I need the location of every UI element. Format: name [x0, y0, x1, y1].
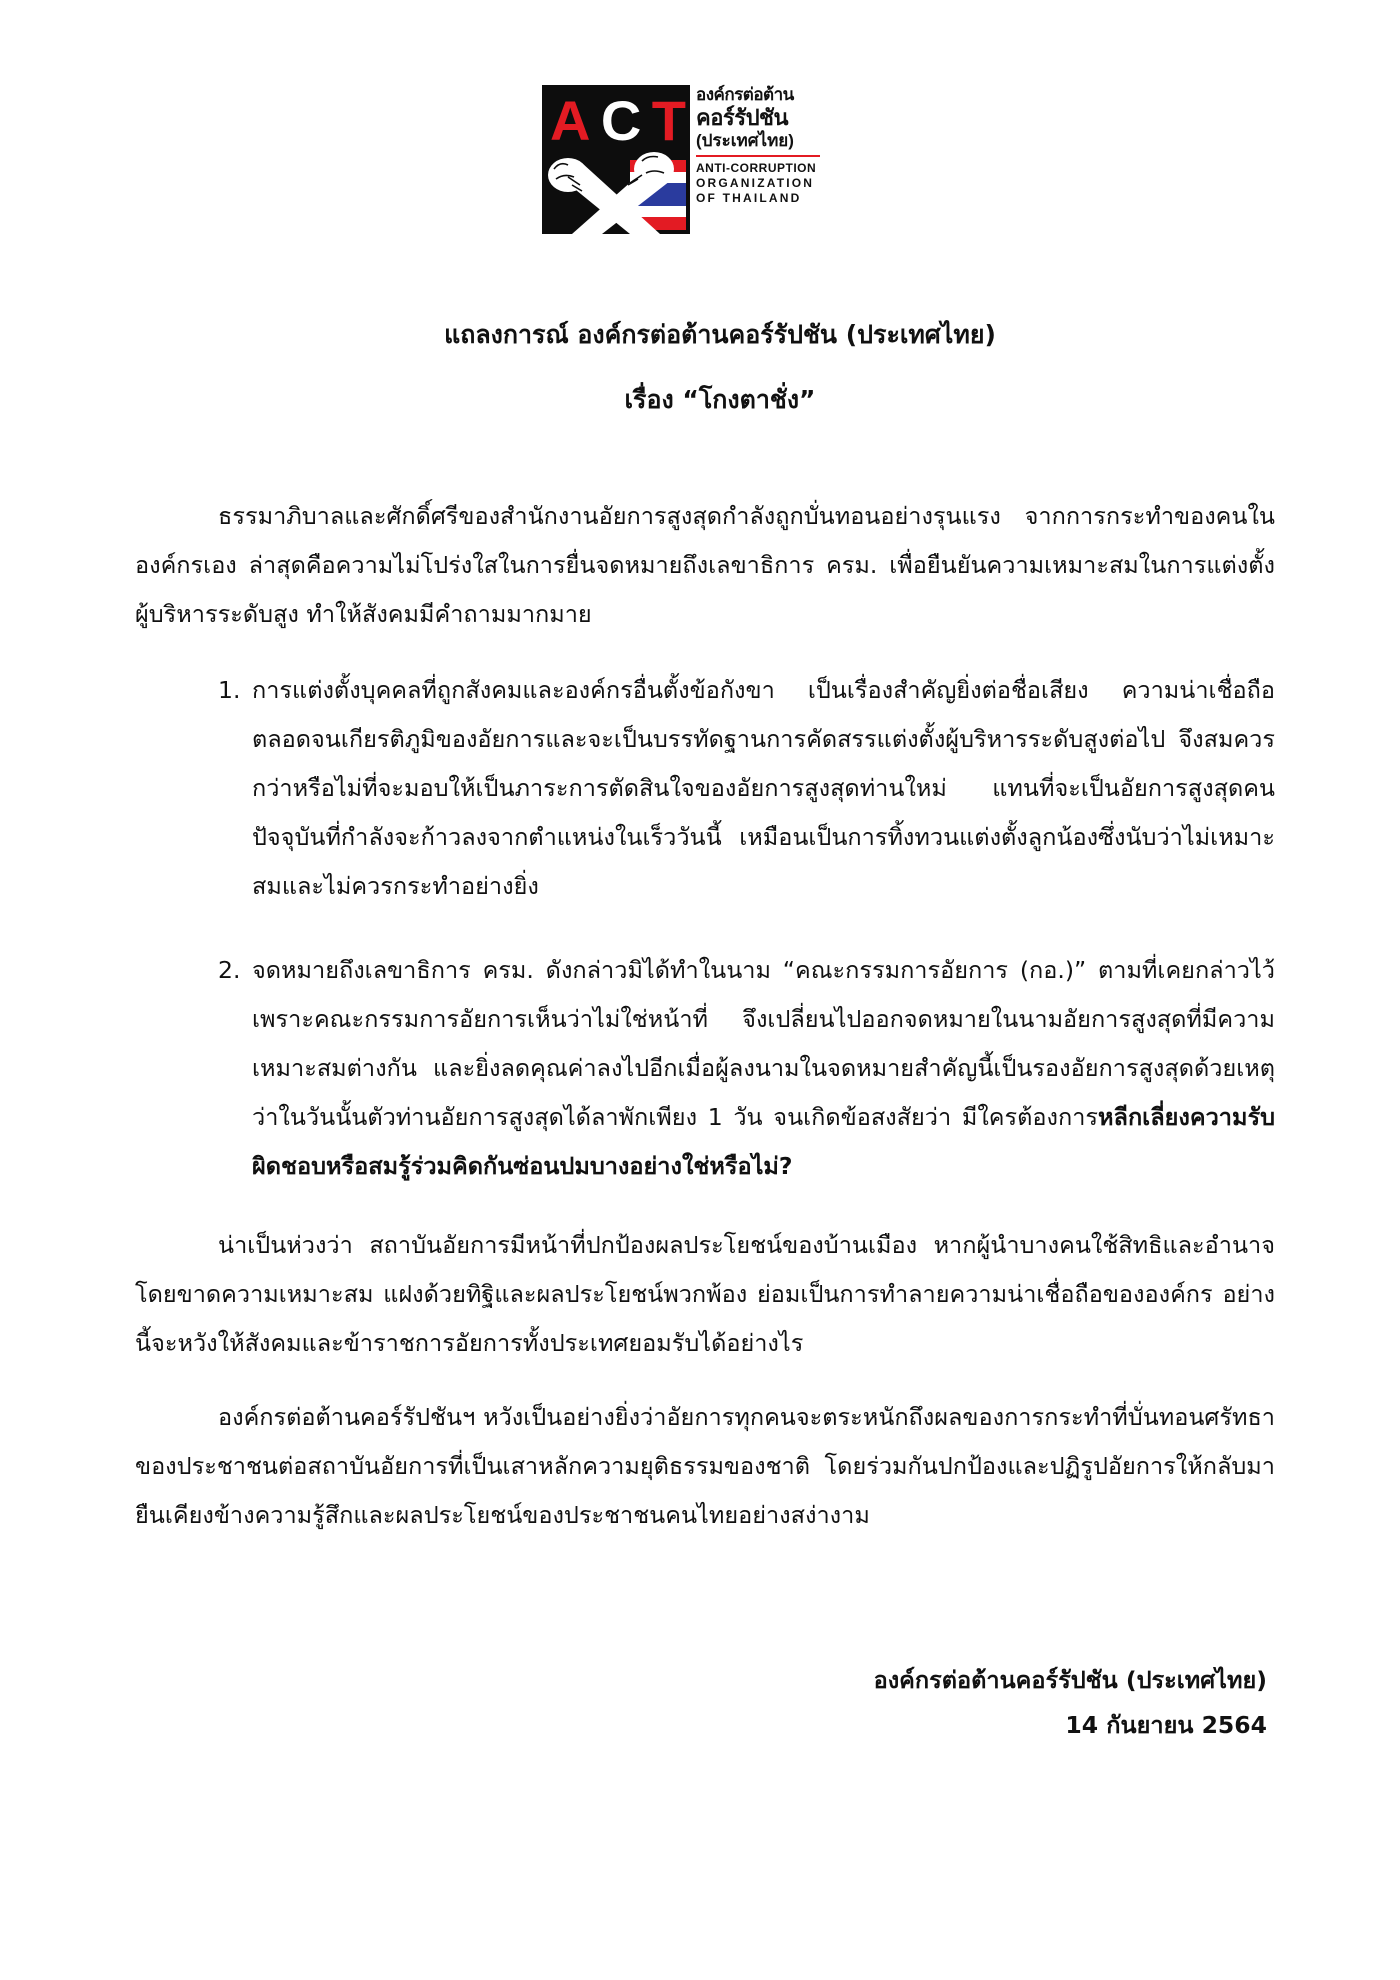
concern-paragraph: น่าเป็นห่วงว่า สถาบันอัยการมีหน้าที่ปกป้องผลประโยชน์ของบ้านเมือง หากผู้นำบางคนใช้สิทธิและอำนาจโดยขาดความเหมาะสม แฝงด้วยทิฐิและผลประโยชน์พวกพ้อง ย่อมเป็นการทำลายความน่าเชื่อถือขององค์กร อย่างนี้จะหวังให้สังคมและข้าราชการอัยการทั้งประเทศยอมรับได้อย่างไร	[135, 1231, 1275, 1357]
act-logo	[540, 84, 830, 236]
list-item	[218, 946, 1275, 1191]
logo-letter-a: A	[550, 89, 591, 152]
list-item	[218, 666, 1275, 911]
logo-wordmark	[696, 84, 830, 206]
logo-divider	[696, 155, 820, 157]
document-title: แถลงการณ์ องค์กรต่อต้านคอร์รัปชัน (ประเทศไทย)	[444, 320, 996, 349]
closing-paragraph: องค์กรต่อต้านคอร์รัปชันฯ หวังเป็นอย่างยิ่งว่าอัยการทุกคนจะตระหนักถึงผลของการกระทำที่บั่นทอนศรัทธาของประชาชนต่อสถาบันอัยการที่เป็นเสาหลักความยุติธรรมของชาติ โดยร่วมกันปกป้องและปฏิรูปอัยการให้กลับมายืนเคียงข้างความรู้สึกและผลประโยชน์ของประชาชนคนไทยอย่างสง่างาม	[135, 1403, 1275, 1529]
logo-thai-line-1: องค์กรต่อต้าน	[696, 85, 794, 104]
logo-english-line-2: ORGANIZATION	[696, 176, 815, 190]
list-item-bold-text: หลีกเลี่ยงความรับผิดชอบหรือสมรู้ร่วมคิดกันซ่อนปมบางอย่างใช่หรือไม่?	[252, 1103, 1275, 1180]
logo-thai-line-3: (ประเทศไทย)	[696, 131, 794, 150]
intro-paragraph: ธรรมาภิบาลและศักดิ์ศรีของสำนักงานอัยการสูงสุดกำลังถูกบั่นทอนอย่างรุนแรง จากการกระทำของคนในองค์กรเอง ล่าสุดคือความไม่โปร่งใสในการยื่นจดหมายถึงเลขาธิการ ครม. เพื่อยืนยันความเหมาะสมในการแต่งตั้งผู้บริหารระดับสูง ทำให้สังคมมีคำถามมากมาย	[135, 502, 1275, 628]
list-item-number: 2.	[218, 956, 241, 984]
numbered-list-1	[218, 666, 1275, 911]
numbered-list-2	[218, 946, 1275, 1191]
document-subject: เรื่อง “โกงตาชั่ง”	[624, 385, 816, 414]
logo-letter-t: T	[651, 89, 686, 152]
list-item-text: จดหมายถึงเลขาธิการ ครม. ดังกล่าวมิได้ทำในนาม “คณะกรรมการอัยการ (กอ.)” ตามที่เคยกล่าวไว้ เพราะคณะกรรมการอัยการเห็นว่าไม่ใช่หน้าที่ จึงเปลี่ยนไปออกจดหมายในนามอัยการสูงสุดที่มีความเหมาะสมต่างกัน และยิ่งลดคุณค่าลงไปอีกเมื่อผู้ลงนามในจดหมายสำคัญนี้เป็นรองอัยการสูงสุดด้วยเหตุว่าในวันนั้นตัวท่านอัยการสูงสุดได้ลาพักเพียง 1 วัน จนเกิดข้อสงสัยว่า มีใครต้องการ	[252, 956, 1275, 1131]
logo-english-line-3: OF THAILAND	[696, 191, 802, 205]
logo-emblem	[542, 85, 690, 234]
logo-letters	[550, 91, 686, 151]
list-item-number: 1.	[218, 676, 241, 704]
logo-letter-c: C	[600, 89, 642, 152]
list-item-text: การแต่งตั้งบุคคลที่ถูกสังคมและองค์กรอื่นตั้งข้อกังขา เป็นเรื่องสำคัญยิ่งต่อชื่อเสียง ความน่าเชื่อถือตลอดจนเกียรติภูมิของอัยการและจะเป็นบรรทัดฐานการคัดสรรแต่งตั้งผู้บริหารระดับสูงต่อไป จึงสมควรกว่าหรือไม่ที่จะมอบให้เป็นภาระการตัดสินใจของอัยการสูงสุดท่านใหม่ แทนที่จะเป็นอัยการสูงสุดคนปัจจุบันที่กำลังจะก้าวลงจากตำแหน่งในเร็ววันนี้ เหมือนเป็นการทิ้งทวนแต่งตั้งลูกน้องซึ่งนับว่าไม่เหมาะสมและไม่ควรกระทำอย่างยิ่ง	[252, 676, 1275, 900]
signature-organization: องค์กรต่อต้านคอร์รัปชัน (ประเทศไทย)	[873, 1666, 1267, 1694]
signature-date: 14 กันยายน 2564	[1065, 1711, 1267, 1739]
logo-thai-line-2: คอร์รัปชัน	[696, 105, 788, 130]
logo-english-line-1: ANTI-CORRUPTION	[696, 161, 817, 175]
